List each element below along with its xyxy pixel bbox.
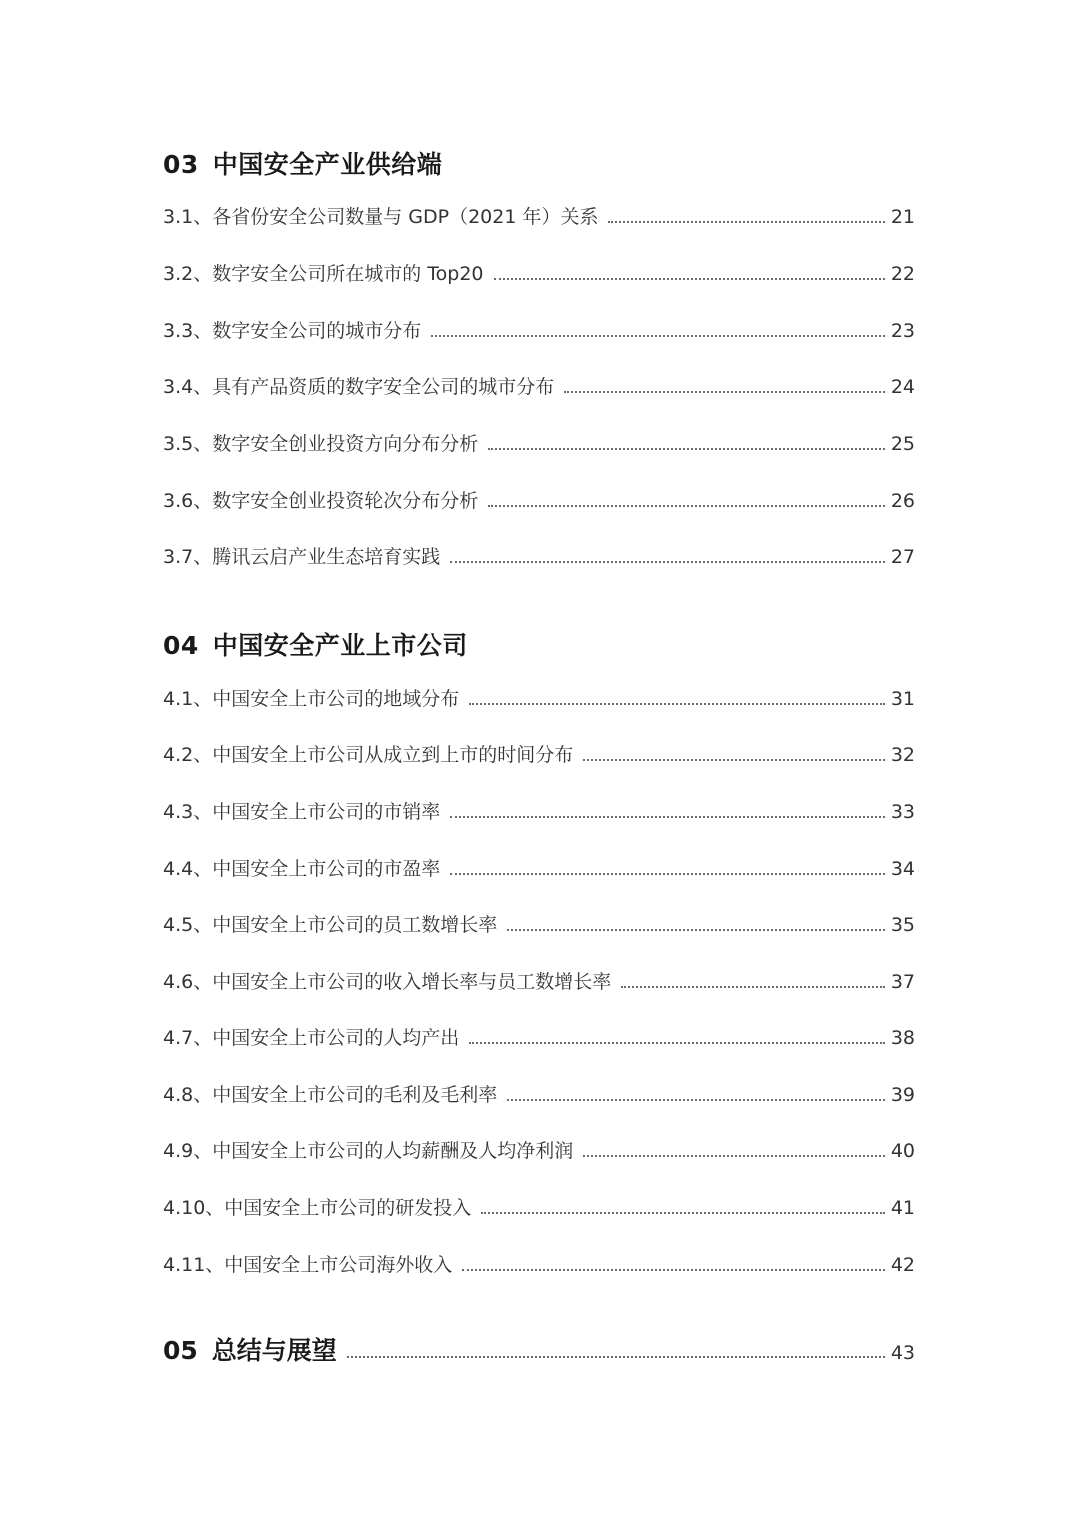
toc-entry-page: 24 — [890, 376, 915, 398]
dot-leader — [621, 985, 885, 988]
toc-entry-page: 31 — [890, 688, 915, 710]
section-title: 总结与展望 — [211, 1336, 337, 1365]
toc-entry[interactable] — [163, 427, 915, 457]
dot-leader — [488, 447, 885, 450]
dot-leader — [431, 334, 885, 337]
toc-entry[interactable] — [163, 965, 915, 995]
toc-entry[interactable] — [163, 795, 915, 825]
section-number: 03 — [163, 150, 199, 179]
toc-entry-label: 4.2、中国安全上市公司从成立到上市的时间分布 — [163, 744, 574, 766]
toc-entry[interactable] — [163, 540, 915, 570]
toc-entry[interactable] — [163, 1191, 915, 1221]
toc-entry-page: 35 — [890, 914, 915, 936]
toc-entry-page: 37 — [890, 971, 915, 993]
toc-entry-page: 27 — [890, 546, 915, 568]
toc-entry[interactable] — [163, 1248, 915, 1278]
toc-entry[interactable] — [163, 682, 915, 712]
dot-leader — [507, 928, 885, 931]
section-title: 中国安全产业上市公司 — [212, 631, 468, 660]
dot-leader — [450, 815, 885, 818]
dot-leader — [469, 702, 885, 705]
toc-entry[interactable] — [163, 200, 915, 230]
toc-entry-page: 23 — [890, 320, 915, 342]
toc-entry-label: 3.5、数字安全创业投资方向分布分析 — [163, 433, 479, 455]
dot-leader — [347, 1355, 885, 1358]
toc-entry-page: 21 — [890, 206, 915, 228]
toc-entry[interactable] — [163, 738, 915, 768]
toc-entry[interactable] — [163, 1021, 915, 1051]
section-heading-04 — [163, 626, 468, 662]
toc-entry[interactable] — [163, 484, 915, 514]
toc-entry-label: 4.4、中国安全上市公司的市盈率 — [163, 858, 441, 880]
toc-entry[interactable] — [163, 1134, 915, 1164]
toc-entry-page: 43 — [890, 1342, 915, 1364]
toc-entry-page: 34 — [890, 858, 915, 880]
dot-leader — [583, 1154, 885, 1157]
dot-leader — [469, 1041, 885, 1044]
toc-entry-label: 4.3、中国安全上市公司的市销率 — [163, 801, 441, 823]
dot-leader — [481, 1211, 885, 1214]
toc-entry-label: 3.7、腾讯云启产业生态培育实践 — [163, 546, 441, 568]
toc-entry[interactable] — [163, 852, 915, 882]
section-heading-03 — [163, 145, 442, 181]
toc-entry-page: 42 — [890, 1254, 915, 1276]
toc-entry-label: 3.4、具有产品资质的数字安全公司的城市分布 — [163, 376, 555, 398]
dot-leader — [450, 560, 885, 563]
toc-entry-page: 26 — [890, 490, 915, 512]
section-number: 05 — [163, 1336, 198, 1365]
toc-entry-page: 39 — [890, 1084, 915, 1106]
dot-leader — [507, 1098, 885, 1101]
toc-entry[interactable] — [163, 1078, 915, 1108]
toc-entry-label: 4.8、中国安全上市公司的毛利及毛利率 — [163, 1084, 498, 1106]
toc-entry-label: 4.5、中国安全上市公司的员工数增长率 — [163, 914, 498, 936]
dot-leader — [462, 1268, 885, 1271]
dot-leader — [488, 504, 885, 507]
toc-entry-label: 3.1、各省份安全公司数量与 GDP（2021 年）关系 — [163, 206, 599, 228]
toc-entry-label: 4.11、中国安全上市公司海外收入 — [163, 1254, 453, 1276]
section-heading-label — [163, 1335, 347, 1367]
toc-entry[interactable] — [163, 908, 915, 938]
section-title: 中国安全产业供给端 — [212, 150, 443, 179]
toc-entry-label: 4.1、中国安全上市公司的地域分布 — [163, 688, 460, 710]
toc-entry-page: 22 — [890, 263, 915, 285]
toc-entry-label: 4.10、中国安全上市公司的研发投入 — [163, 1197, 472, 1219]
dot-leader — [564, 390, 885, 393]
dot-leader — [450, 872, 885, 875]
toc-entry-label: 3.2、数字安全公司所在城市的 Top20 — [163, 263, 484, 285]
section-number: 04 — [163, 631, 199, 660]
toc-entry-page: 40 — [890, 1140, 915, 1162]
toc-entry-page: 33 — [890, 801, 915, 823]
dot-leader — [583, 758, 885, 761]
toc-entry[interactable] — [163, 257, 915, 287]
toc-entry-page: 25 — [890, 433, 915, 455]
toc-entry-page: 38 — [890, 1027, 915, 1049]
section-heading-05[interactable] — [163, 1331, 915, 1367]
toc-entry-label: 3.3、数字安全公司的城市分布 — [163, 320, 422, 342]
dot-leader — [608, 220, 884, 223]
dot-leader — [494, 277, 885, 280]
toc-entry-label: 4.6、中国安全上市公司的收入增长率与员工数增长率 — [163, 971, 612, 993]
toc-entry-label: 4.7、中国安全上市公司的人均产出 — [163, 1027, 460, 1049]
toc-entry-label: 3.6、数字安全创业投资轮次分布分析 — [163, 490, 479, 512]
toc-entry-page: 41 — [890, 1197, 915, 1219]
toc-entry-page: 32 — [890, 744, 915, 766]
toc-entry[interactable] — [163, 370, 915, 400]
toc-entry-label: 4.9、中国安全上市公司的人均薪酬及人均净利润 — [163, 1140, 574, 1162]
toc-entry[interactable] — [163, 314, 915, 344]
